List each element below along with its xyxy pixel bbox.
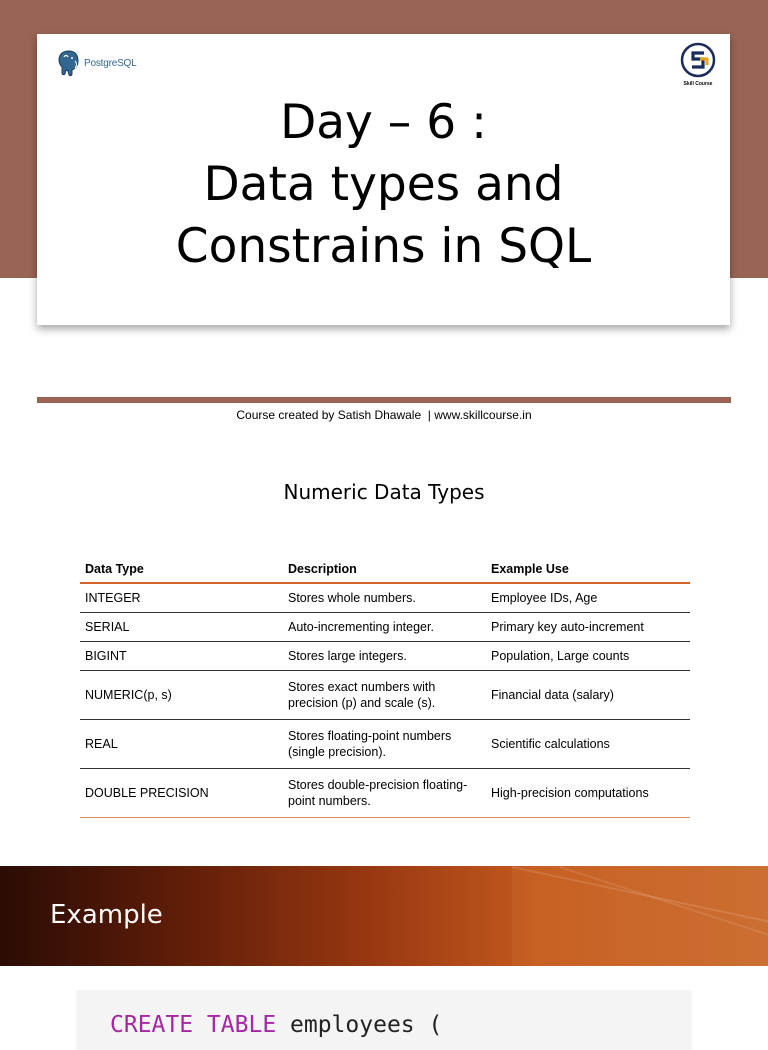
code-keyword: CREATE TABLE <box>110 1012 277 1038</box>
title-line-3: Constrains in SQL <box>175 219 592 274</box>
title-line-2: Data types and <box>203 157 564 212</box>
numeric-section-title: Numeric Data Types <box>283 480 485 504</box>
table-cell: High-precision computations <box>486 769 690 818</box>
table-cell: Stores floating-point numbers (single precision). <box>283 720 486 769</box>
title-line-1: Day – 6 : <box>280 95 487 150</box>
table-cell: Stores exact numbers with precision (p) and scale (s). <box>283 671 486 720</box>
column-header: Data Type <box>80 556 283 583</box>
table-cell: Scientific calculations <box>486 720 690 769</box>
table-row <box>80 769 690 818</box>
numeric-types-table <box>80 556 690 818</box>
elephant-icon <box>57 49 81 77</box>
table-cell: Primary key auto-increment <box>486 613 690 642</box>
table-cell: NUMERIC(p, s) <box>80 671 283 720</box>
column-header: Example Use <box>486 556 690 583</box>
code-text: employees ( <box>276 1012 443 1038</box>
banner-stripe <box>512 866 768 966</box>
table-cell: BIGINT <box>80 642 283 671</box>
table-cell: Financial data (salary) <box>486 671 690 720</box>
course-credit: Course created by Satish Dhawale | www.skillcourse.in <box>236 408 532 422</box>
table-cell: Stores double-precision floating-point numbers. <box>283 769 486 818</box>
table-cell: SERIAL <box>80 613 283 642</box>
table-cell: Employee IDs, Age <box>486 583 690 613</box>
postgresql-logo-text: PostgreSQL <box>84 57 137 69</box>
code-line <box>110 1012 442 1038</box>
skillcourse-logo-icon <box>680 42 716 78</box>
table-cell: REAL <box>80 720 283 769</box>
table-row <box>80 671 690 720</box>
title-card <box>37 34 730 325</box>
table-cell: Stores whole numbers. <box>283 583 486 613</box>
table-row <box>80 583 690 613</box>
table-cell: Stores large integers. <box>283 642 486 671</box>
example-title: Example <box>50 900 163 930</box>
table-cell: Auto-incrementing integer. <box>283 613 486 642</box>
table-header-row <box>80 556 690 583</box>
table-cell: Population, Large counts <box>486 642 690 671</box>
skillcourse-logo <box>678 42 718 87</box>
skillcourse-logo-caption: Skill Course <box>683 81 713 87</box>
example-banner <box>0 866 768 966</box>
section-divider <box>37 397 731 403</box>
code-block <box>76 990 692 1050</box>
column-header: Description <box>283 556 486 583</box>
table-row <box>80 642 690 671</box>
table-cell: DOUBLE PRECISION <box>80 769 283 818</box>
postgresql-logo <box>57 47 137 79</box>
table-row <box>80 720 690 769</box>
table-cell: INTEGER <box>80 583 283 613</box>
table-row <box>80 613 690 642</box>
page-title <box>37 92 730 278</box>
